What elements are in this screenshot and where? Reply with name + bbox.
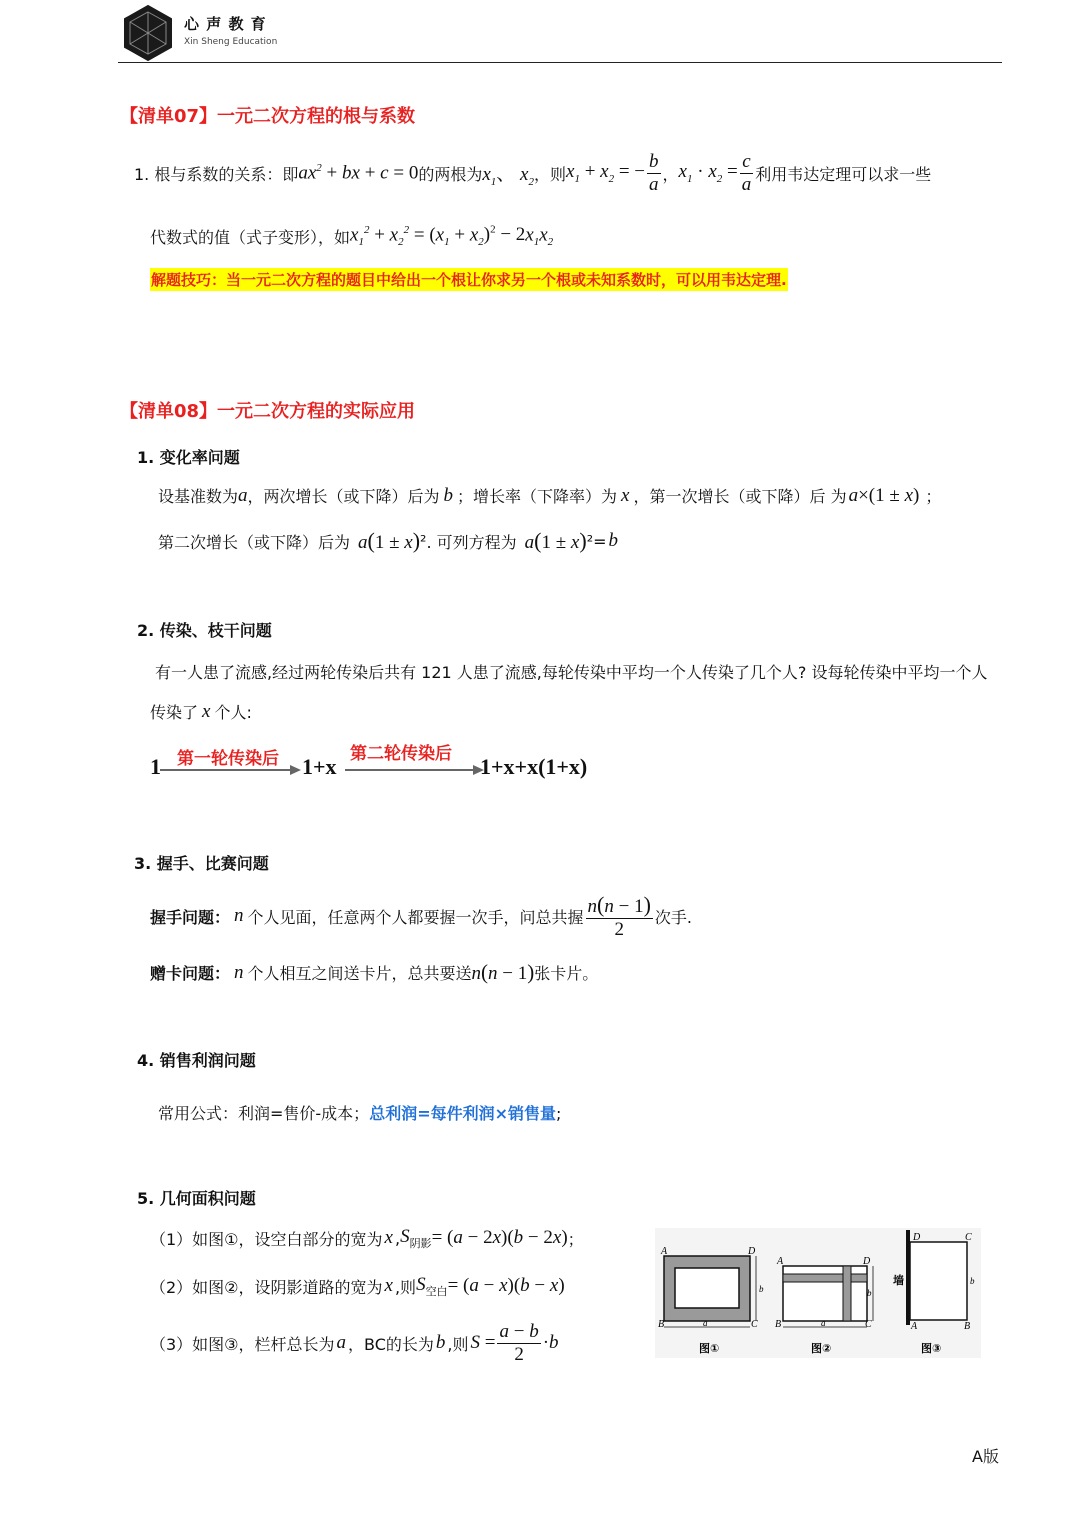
svg-text:C: C (751, 1319, 758, 1330)
geometry-figures (655, 1228, 981, 1358)
p4-heading: 4. 销售利润问题 (137, 1051, 256, 1070)
svg-text:A: A (911, 1321, 918, 1332)
svg-text:D: D (863, 1256, 871, 1267)
p1-l2a: 第二次增长（或下降）后为 (158, 532, 351, 552)
flow-label-2: 第二轮传染后 (350, 744, 452, 763)
p5-l2: （2）如图②，设阴影道路的宽为 (150, 1277, 383, 1297)
sec07-item1-then: ，则 (533, 164, 566, 184)
sec07-tip: 解题技巧：当一元二次方程的题目中给出一个根让你求另一个根或未知系数时，可以用韦达定理. (150, 268, 788, 291)
p5-l3b: ，BC的长为 (348, 1334, 434, 1354)
p5-l3: （3）如图③，栏杆总长为 (150, 1334, 335, 1354)
p4-text: 常用公式：利润=售价-成本； (158, 1104, 370, 1123)
flow-end: 1+x+x(1+x) (480, 754, 588, 779)
p3-handshake: 握手问题： n 个人见面，任意两个人都要握一次手，问总共握 $\frac{n(n - 1)}{2}$ 次手. (150, 891, 692, 940)
p5-l2-sub: 空白 (425, 1284, 448, 1298)
fraction-b-over-a: $\frac{b}{a}$ (649, 150, 659, 195)
fraction-c-over-a: $\frac{c}{a}$ (741, 150, 752, 195)
p2-line1: 有一人患了流感,经过两轮传染后共有 121 人患了流感,每轮传染中平均一个人传染了几个人? 设每轮传染中平均一个人 (155, 663, 988, 682)
p1-l1d: ，第一次增长（或下降）后 为 (633, 487, 847, 506)
handshake-text: 个人见面，任意两个人都要握一次手，问总共握 (247, 907, 584, 927)
sum-of-roots: $x_1 + x_2$ = − (566, 161, 646, 185)
p3-card: 赠卡问题： n 个人相互之间送卡片，总共要送 n(n − 1) 张卡片。 (150, 960, 599, 984)
p5-formula1: = (a − 2x)(b − 2x) (431, 1227, 568, 1249)
flow-start: 1 (150, 754, 161, 779)
p5-l1: （1）如图①，设空白部分的宽为 (150, 1229, 383, 1249)
p4-line (158, 1101, 561, 1124)
p1-l1b: ，两次增长（或下降）后为 (247, 487, 440, 506)
p2-l2a: 传染了 (150, 703, 199, 722)
sec07-item1: 1. 根与系数的关系：即 $ax^2$ + bx + c = 0 的两根为 $x_1$、 $x_2$ ，则 $x_1 + x_2$ = − $\frac{b}{a}$ ， $x_1 \cdot x_2$ = $\frac{c}{a}$ 利用韦达定理可以求一些 (134, 150, 932, 195)
first-change-formula: a×(1 ± x) (848, 484, 920, 506)
equation-general: $ax^2$ + bx + c = 0 (298, 161, 419, 184)
svg-text:b: b (867, 1288, 872, 1298)
header-divider (118, 62, 1002, 63)
svg-text:a: a (821, 1318, 826, 1328)
svg-text:b: b (970, 1276, 975, 1286)
svg-text:C: C (865, 1319, 872, 1330)
p3-heading: 3. 握手、比赛问题 (134, 854, 269, 873)
p5-fraction: $\frac{a - b}{2}$ (499, 1320, 539, 1365)
brand-cn: 心 声 教 育 (184, 15, 267, 33)
flow-arrow-1-icon (160, 764, 302, 776)
svg-text:B: B (964, 1321, 971, 1332)
sec07-item1-prefix: 1. 根与系数的关系：即 (134, 164, 299, 184)
p5-l1-sub: 阴影 (409, 1236, 432, 1250)
sec07-item1-mid: 的两根为 (418, 164, 483, 184)
svg-text:b: b (759, 1284, 764, 1294)
p5-l3c: ,则 (447, 1334, 469, 1354)
p4-highlight: 总利润=每件利润×销售量 (369, 1104, 557, 1123)
fig3-caption: 图③ (921, 1342, 942, 1355)
wall-label: 墙 (893, 1274, 904, 1287)
flow-label-1: 第一轮传染后 (177, 749, 279, 768)
p1-l1c: ；增长率（下降率）为 (457, 487, 618, 506)
p5-line1: （1）如图①，设空白部分的宽为 x , $S_{阴影}$ = (a − 2x)(b − 2x) ； (150, 1226, 584, 1250)
p5-heading: 5. 几何面积问题 (137, 1189, 256, 1208)
svg-text:D: D (913, 1232, 921, 1243)
section-07-title: 【清单07】一元二次方程的根与系数 (120, 106, 416, 127)
edition-label: A版 (972, 1447, 999, 1466)
identity-formula: $x_1^2 + x_2^2 = (x_1 + x_2)^2 - 2x_1x_2$ (350, 224, 554, 249)
svg-text:C: C (965, 1232, 972, 1243)
logo-hexagon-icon (122, 4, 174, 62)
card-tail: 张卡片。 (534, 964, 599, 983)
p1-heading: 1. 变化率问题 (137, 448, 240, 467)
p4-tail: ; (556, 1104, 562, 1123)
sec07-line2 (150, 224, 553, 248)
section-08-title: 【清单08】一元二次方程的实际应用 (120, 401, 416, 422)
sec07-line2-prefix: 代数式的值（式子变形），如 (150, 227, 351, 247)
p5-line3: （3）如图③，栏杆总长为 a ，BC的长为 b ,则 S = $\frac{a - b}{2}$ ·b (150, 1320, 559, 1365)
p1-l1a: 设基准数为 (158, 487, 239, 506)
rate-equation: a(1 ± x) (524, 528, 587, 553)
handshake-tail: 次手. (654, 907, 692, 927)
card-formula: n(n − 1) (471, 960, 535, 984)
svg-text:A: A (777, 1256, 784, 1267)
svg-text:D: D (748, 1246, 756, 1257)
svg-text:a: a (703, 1318, 708, 1328)
fig2-caption: 图② (811, 1342, 832, 1355)
p2-line2: 传染了 x 个人: (150, 700, 252, 722)
p1-line1: 设基准数为 a ，两次增长（或下降）后为 b ；增长率（下降率）为 x ，第一次增长（或下降）后 为 a×(1 ± x) ； (158, 484, 942, 506)
fig1-caption: 图① (699, 1342, 720, 1355)
card-label: 赠卡问题： (150, 964, 231, 983)
flow-arrow-2-icon (345, 764, 485, 776)
product-of-roots: $x_1 \cdot x_2$ = (678, 161, 738, 185)
svg-text:B: B (658, 1319, 665, 1330)
p5-line2: （2）如图②，设阴影道路的宽为 x ,则 $S_{空白}$ = (a − x)(b − x) (150, 1274, 565, 1298)
brand-en: Xin Sheng Education (184, 37, 278, 47)
svg-text:A: A (661, 1246, 668, 1257)
p2-l2b: 个人: (214, 703, 252, 722)
handshake-label: 握手问题： (150, 907, 231, 927)
card-text: 个人相互之间送卡片，总共要送 (247, 964, 472, 983)
roots: $x_1$、 $x_2$ (482, 163, 534, 188)
sec07-item1-tail: 利用韦达定理可以求一些 (755, 164, 932, 184)
p5-formula2: = (a − x)(b − x) (447, 1275, 565, 1297)
handshake-fraction: $\frac{n(n - 1)}{2}$ (587, 891, 651, 940)
svg-text:B: B (775, 1319, 782, 1330)
p1-line2: 第二次增长（或下降）后为 a(1 ± x) ² . 可列方程为 a(1 ± x) ²= b (158, 528, 619, 553)
p2-heading: 2. 传染、枝干问题 (137, 621, 272, 640)
p1-l2b: . 可列方程为 (426, 532, 517, 552)
flow-mid: 1+x (302, 754, 337, 779)
